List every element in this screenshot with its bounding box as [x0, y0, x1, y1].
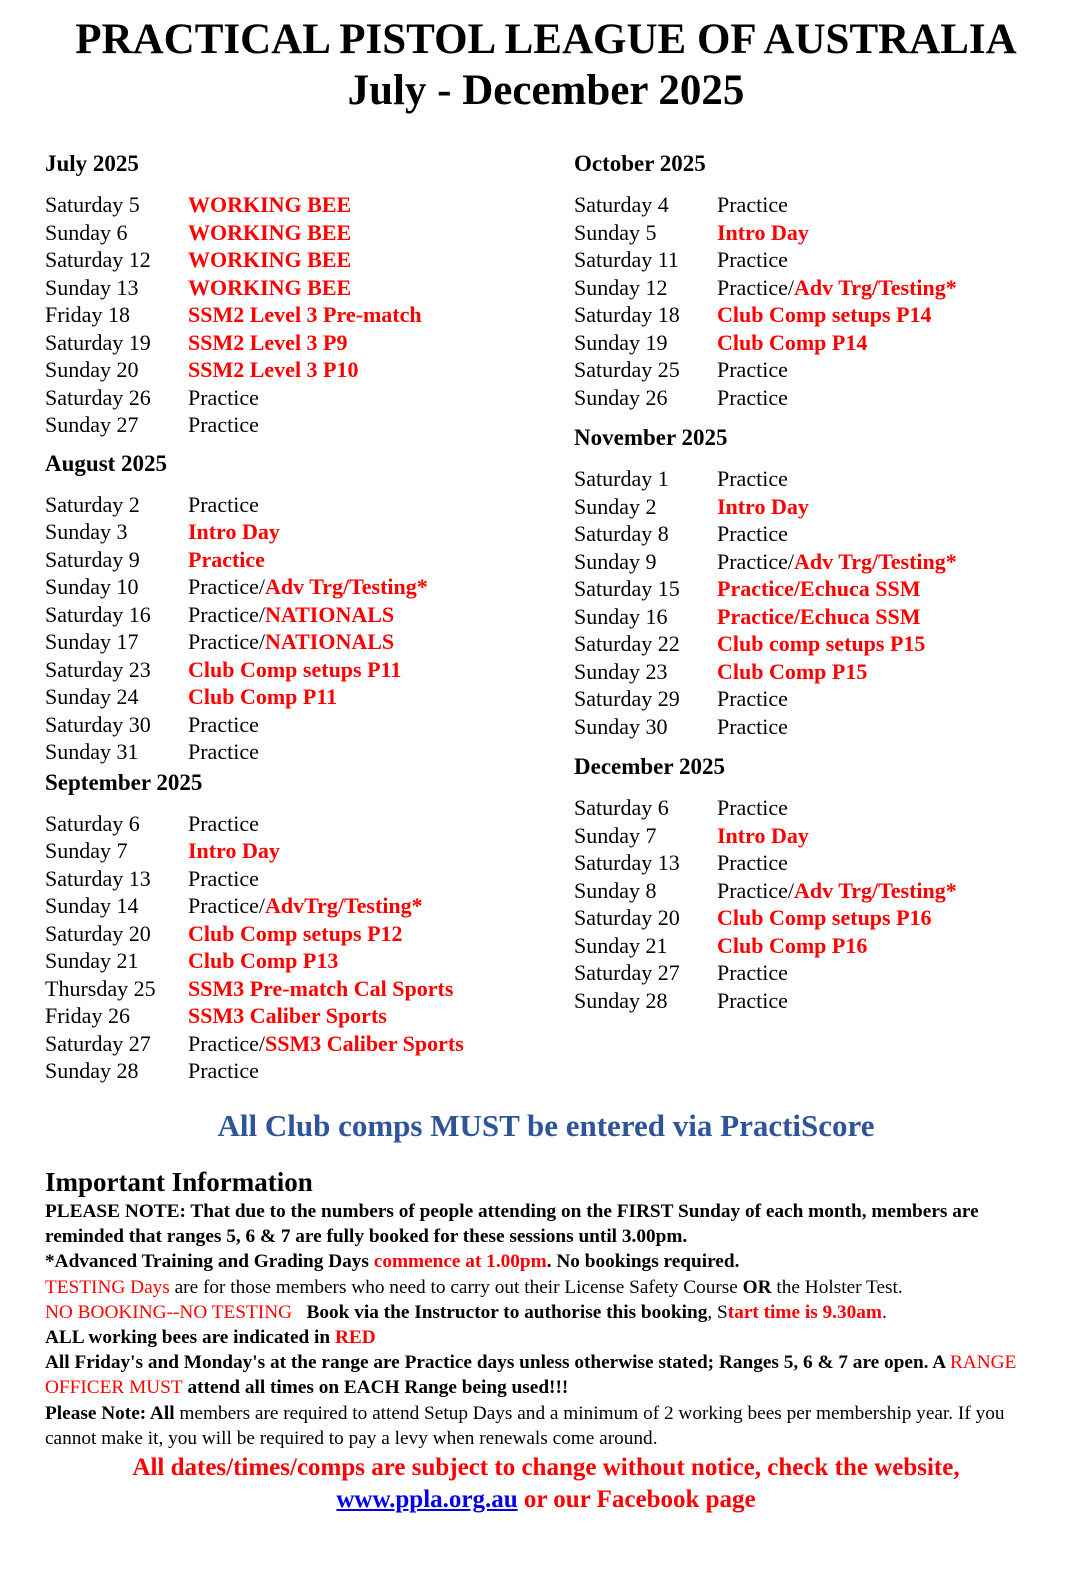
schedule-row	[45, 628, 545, 656]
important-information-heading: Important Information	[45, 1167, 313, 1197]
month-section	[574, 424, 1074, 740]
schedule-day: Sunday 23	[574, 658, 668, 684]
schedule-row	[574, 794, 1074, 822]
event-text: Practice	[717, 713, 788, 739]
schedule-event	[717, 493, 809, 521]
event-text: Practice/	[188, 1030, 265, 1056]
event-text: Practice	[717, 466, 788, 491]
schedule-event	[188, 683, 337, 711]
schedule-event	[188, 947, 338, 975]
schedule-row	[574, 493, 1074, 521]
schedule-row	[45, 301, 545, 329]
schedule-event	[188, 920, 403, 948]
event-text: Practice	[188, 865, 259, 891]
schedule-event	[717, 685, 788, 713]
schedule-row	[45, 810, 545, 838]
schedule-row	[45, 865, 545, 893]
event-text: Practice/	[188, 629, 265, 654]
schedule-day: Sunday 6	[45, 219, 128, 245]
event-highlight: Adv Trg/Testing*	[264, 574, 428, 599]
event-text: Practice/	[188, 574, 265, 599]
schedule-day: Saturday 1	[574, 466, 669, 491]
schedule-event	[188, 810, 259, 838]
schedule-row	[45, 274, 545, 302]
event-highlight: Intro Day	[188, 838, 280, 863]
schedule-day: Sunday 3	[45, 519, 128, 544]
schedule-row	[45, 601, 545, 629]
schedule-day: Saturday 8	[574, 521, 669, 546]
range-officer-text: RANGE OFFICER MUST	[45, 1352, 1017, 1399]
adv-text-end: . No bookings required.	[546, 1251, 740, 1273]
schedule-day: Sunday 27	[45, 412, 139, 437]
event-highlight: Club comp setups P15	[717, 631, 926, 656]
schedule-event	[188, 246, 351, 274]
month-heading: October 2025	[574, 151, 706, 176]
schedule-event	[717, 849, 788, 877]
event-highlight: Club Comp P15	[717, 658, 868, 684]
schedule-row	[574, 465, 1074, 493]
schedule-row	[45, 892, 545, 920]
schedule-event	[717, 274, 957, 302]
schedule-event	[188, 546, 265, 574]
working-bees-text: ALL working bees are indicated in	[45, 1327, 335, 1349]
month-section	[45, 150, 545, 439]
schedule-row	[45, 656, 545, 684]
schedule-row	[574, 685, 1074, 713]
month-heading: September 2025	[45, 769, 203, 795]
schedule-event	[188, 518, 280, 546]
schedule-event	[188, 1002, 387, 1030]
schedule-event	[188, 356, 359, 384]
schedule-row	[574, 191, 1074, 219]
testing-days-label: TESTING Days	[45, 1276, 170, 1298]
event-highlight: WORKING BEE	[188, 247, 352, 272]
footer-links-line	[0, 1484, 1092, 1516]
schedule-row	[574, 329, 1074, 357]
schedule-event	[188, 301, 422, 329]
event-highlight: SSM2 Level 3 P9	[188, 329, 348, 355]
event-text: Practice/	[188, 893, 265, 918]
event-highlight: Club Comp P11	[188, 684, 338, 709]
testing-days-end: the Holster Test.	[771, 1276, 903, 1298]
setup-days-note	[45, 1401, 1045, 1451]
schedule-day: Sunday 17	[45, 629, 139, 654]
schedule-event	[188, 384, 259, 412]
working-bees-red: RED	[334, 1327, 376, 1349]
schedule-event	[188, 191, 351, 219]
schedule-event	[188, 892, 423, 920]
schedule-day: Saturday 26	[45, 384, 151, 410]
schedule-day: Sunday 30	[574, 713, 668, 739]
schedule-event	[717, 932, 867, 960]
website-link[interactable]: www.ppla.org.au	[336, 1486, 518, 1513]
left-schedule-column	[45, 150, 545, 1096]
event-text: Practice/	[717, 877, 794, 903]
event-text: Practice/	[717, 548, 794, 574]
schedule-day: Saturday 27	[574, 960, 680, 985]
month-heading: July 2025	[45, 151, 139, 176]
event-highlight: Practice	[188, 546, 265, 572]
event-highlight: WORKING BEE	[188, 219, 352, 245]
event-highlight: Club Comp setups P12	[188, 920, 403, 946]
event-highlight: SSM2 Level 3 Pre-match	[188, 302, 422, 327]
schedule-event	[188, 329, 348, 357]
schedule-event	[188, 1057, 259, 1085]
event-highlight: WORKING BEE	[188, 192, 352, 217]
schedule-row	[574, 713, 1074, 741]
schedule-event	[717, 329, 867, 357]
event-highlight: Club Comp setups P16	[717, 905, 932, 930]
schedule-row	[45, 573, 545, 601]
schedule-row	[45, 683, 545, 711]
event-highlight: Intro Day	[717, 822, 809, 848]
event-text: Practice	[717, 987, 788, 1013]
working-bees-note	[45, 1325, 1045, 1350]
schedule-row	[574, 548, 1074, 576]
schedule-row	[574, 301, 1074, 329]
schedule-day: Sunday 20	[45, 357, 139, 382]
event-highlight: Club Comp setups P11	[188, 656, 402, 682]
advanced-training-note	[45, 1249, 1045, 1274]
schedule-row	[45, 837, 545, 865]
event-highlight: Club Comp P16	[717, 932, 868, 958]
event-text: Practice	[188, 412, 259, 437]
event-highlight: Intro Day	[188, 519, 280, 544]
adv-text: *Advanced Training and Grading Days	[45, 1251, 374, 1273]
facebook-text: or our Facebook page	[517, 1486, 756, 1513]
schedule-day: Saturday 30	[45, 711, 151, 737]
schedule-day: Sunday 21	[574, 932, 668, 958]
schedule-row	[574, 932, 1074, 960]
schedule-event	[717, 794, 788, 822]
schedule-event	[188, 219, 351, 247]
schedule-row	[574, 822, 1074, 850]
event-text: Practice/	[188, 601, 265, 627]
schedule-event	[717, 904, 932, 932]
schedule-day: Sunday 13	[45, 274, 139, 300]
adv-time: commence at 1.00pm	[373, 1251, 547, 1273]
schedule-row	[45, 1057, 545, 1085]
schedule-row	[574, 246, 1074, 274]
schedule-event	[717, 959, 788, 987]
event-text: Practice	[717, 521, 788, 546]
schedule-row	[574, 987, 1074, 1015]
schedule-day: Saturday 15	[574, 576, 680, 601]
schedule-event	[717, 603, 920, 631]
event-highlight: WORKING BEE	[188, 274, 352, 300]
schedule-day: Saturday 13	[45, 865, 151, 891]
schedule-event	[188, 711, 259, 739]
schedule-event	[717, 219, 809, 247]
schedule-row	[45, 191, 545, 219]
schedule-event	[717, 548, 957, 576]
schedule-day: Saturday 4	[574, 192, 669, 217]
schedule-row	[45, 246, 545, 274]
schedule-row	[574, 658, 1074, 686]
schedule-day: Sunday 7	[45, 838, 128, 863]
event-highlight: Adv Trg/Testing*	[793, 877, 957, 903]
schedule-day: Sunday 26	[574, 384, 668, 410]
schedule-event	[717, 520, 788, 548]
schedule-event	[188, 573, 428, 601]
schedule-event	[717, 465, 788, 493]
event-highlight: NATIONALS	[264, 629, 395, 654]
important-information	[45, 1199, 1045, 1451]
schedule-event	[188, 628, 394, 656]
schedule-row	[45, 546, 545, 574]
schedule-row	[45, 711, 545, 739]
schedule-row	[45, 947, 545, 975]
friday-text: All Friday's and Monday's at the range are Practice days unless otherwise stated; Ranges 5, 6 & 7 are open. A	[45, 1352, 950, 1374]
event-text: Practice	[717, 192, 788, 217]
month-heading: August 2025	[45, 450, 168, 476]
schedule-event	[717, 356, 788, 384]
month-heading: December 2025	[574, 754, 725, 779]
event-text: Practice	[188, 739, 259, 764]
schedule-row	[574, 877, 1074, 905]
event-highlight: Club Comp P13	[188, 948, 339, 973]
month-section	[45, 769, 545, 1085]
event-highlight: SSM3 Caliber Sports	[264, 1030, 464, 1056]
schedule-day: Friday 18	[45, 302, 130, 327]
schedule-day: Saturday 6	[45, 810, 140, 836]
event-highlight: Adv Trg/Testing*	[793, 274, 957, 300]
month-heading: November 2025	[574, 425, 728, 450]
schedule-event	[188, 975, 453, 1003]
schedule-day: Saturday 19	[45, 329, 151, 355]
schedule-event	[717, 301, 932, 329]
schedule-event	[188, 656, 401, 684]
event-highlight: Club Comp P14	[717, 329, 868, 355]
event-text: Practice	[188, 1058, 259, 1083]
schedule-day: Sunday 10	[45, 574, 139, 599]
schedule-event	[717, 987, 788, 1015]
schedule-row	[574, 904, 1074, 932]
schedule-day: Saturday 5	[45, 192, 140, 217]
schedule-event	[717, 575, 920, 603]
schedule-day: Sunday 28	[45, 1058, 139, 1083]
schedule-row	[45, 219, 545, 247]
event-highlight: Intro Day	[717, 219, 809, 245]
event-highlight: Adv Trg/Testing*	[793, 548, 957, 574]
event-text: Practice	[717, 384, 788, 410]
schedule-day: Sunday 14	[45, 893, 139, 918]
schedule-row	[574, 959, 1074, 987]
event-text: Practice	[717, 686, 788, 711]
event-highlight: Practice/Echuca SSM	[717, 603, 921, 629]
no-booking-end: .	[881, 1301, 887, 1323]
schedule-day: Saturday 20	[574, 905, 680, 930]
schedule-row	[45, 356, 545, 384]
schedule-event	[188, 274, 351, 302]
event-highlight: SSM3 Pre-match Cal Sports	[188, 975, 454, 1001]
schedule-day: Sunday 9	[574, 548, 657, 574]
schedule-day: Sunday 19	[574, 329, 668, 355]
schedule-event	[717, 384, 788, 412]
schedule-event	[188, 837, 280, 865]
schedule-row	[45, 920, 545, 948]
please-note-label: Please Note: All	[45, 1402, 175, 1424]
schedule-row	[574, 219, 1074, 247]
schedule-row	[45, 1030, 545, 1058]
testing-days-text: are for those members who need to carry out their License Safety Course	[169, 1276, 743, 1298]
first-sunday-note: PLEASE NOTE: That due to the numbers of people attending on the FIRST Sunday of each month, members are reminded that ranges 5, 6 & 7 are fully booked for these sessions until 3.00pm.	[45, 1201, 979, 1248]
event-text: Practice	[188, 384, 259, 410]
schedule-row	[574, 630, 1074, 658]
schedule-day: Sunday 24	[45, 684, 139, 709]
schedule-event	[188, 411, 259, 439]
no-booking-label: NO BOOKING--NO TESTING	[45, 1301, 293, 1323]
schedule-day: Sunday 5	[574, 219, 657, 245]
schedule-row	[574, 849, 1074, 877]
schedule-day: Friday 26	[45, 1003, 130, 1028]
start-time: tart time is 9.30am	[727, 1301, 882, 1323]
schedule-day: Sunday 31	[45, 739, 139, 764]
schedule-row	[45, 1002, 545, 1030]
book-instructor-text: Book via the Instructor to authorise this booking	[306, 1301, 708, 1323]
schedule-day: Saturday 29	[574, 686, 680, 711]
event-highlight: AdvTrg/Testing*	[264, 893, 423, 918]
month-section	[45, 450, 545, 766]
no-booking-note	[45, 1300, 1045, 1325]
month-section	[574, 753, 1074, 1014]
right-schedule-column	[574, 150, 1074, 1027]
schedule-day: Sunday 16	[574, 603, 668, 629]
schedule-row	[574, 356, 1074, 384]
schedule-day: Saturday 22	[574, 631, 680, 656]
friday-monday-note	[45, 1350, 1045, 1400]
schedule-day: Sunday 21	[45, 948, 139, 973]
schedule-row	[45, 975, 545, 1003]
event-highlight: NATIONALS	[264, 601, 395, 627]
schedule-day: Saturday 23	[45, 656, 151, 682]
schedule-row	[574, 520, 1074, 548]
schedule-day: Saturday 13	[574, 850, 680, 875]
footer-change-notice: All dates/times/comps are subject to change without notice, check the website,	[132, 1454, 960, 1481]
schedule-event	[717, 713, 788, 741]
schedule-day: Sunday 12	[574, 274, 668, 300]
event-text: Practice	[717, 960, 788, 985]
event-text: Practice	[717, 795, 788, 820]
schedule-row	[45, 329, 545, 357]
testing-days-note	[45, 1275, 1045, 1300]
schedule-event	[188, 865, 259, 893]
no-booking-sep: , S	[707, 1301, 728, 1323]
schedule-day: Sunday 7	[574, 822, 657, 848]
event-text: Practice	[188, 810, 259, 836]
schedule-day: Saturday 16	[45, 601, 151, 627]
schedule-event	[188, 601, 394, 629]
month-section	[574, 150, 1074, 411]
schedule-day: Saturday 12	[45, 247, 151, 272]
event-highlight: Practice/Echuca SSM	[717, 576, 921, 601]
event-text: Practice	[717, 850, 788, 875]
page-title: PRACTICAL PISTOL LEAGUE OF AUSTRALIA	[75, 16, 1017, 63]
page-subtitle: July - December 2025	[347, 67, 745, 114]
event-text: Practice	[717, 357, 788, 382]
schedule-row	[45, 491, 545, 519]
event-text: Practice	[188, 711, 259, 737]
schedule-event	[188, 491, 259, 519]
schedule-event	[717, 877, 957, 905]
schedule-row	[45, 384, 545, 412]
schedule-day: Saturday 11	[574, 247, 679, 272]
schedule-row	[45, 738, 545, 766]
schedule-day: Saturday 25	[574, 357, 680, 382]
event-highlight: Club Comp setups P14	[717, 302, 932, 327]
testing-or: OR	[742, 1276, 772, 1298]
schedule-event	[717, 246, 788, 274]
schedule-event	[717, 822, 809, 850]
event-text: Practice	[717, 247, 788, 272]
schedule-row	[574, 274, 1074, 302]
schedule-event	[188, 1030, 464, 1058]
schedule-event	[717, 191, 788, 219]
event-text: Practice/	[717, 274, 794, 300]
schedule-day: Saturday 18	[574, 302, 680, 327]
schedule-day: Sunday 28	[574, 987, 668, 1013]
schedule-day: Saturday 20	[45, 920, 151, 946]
event-text: Practice	[188, 491, 259, 517]
schedule-event	[717, 630, 925, 658]
event-highlight: SSM3 Caliber Sports	[188, 1003, 387, 1028]
event-highlight: SSM2 Level 3 P10	[188, 357, 359, 382]
schedule-day: Sunday 8	[574, 877, 657, 903]
schedule-row	[45, 411, 545, 439]
practiscore-banner: All Club comps MUST be entered via PractiScore	[217, 1108, 875, 1143]
schedule-row	[574, 603, 1074, 631]
schedule-event	[188, 738, 259, 766]
schedule-row	[45, 518, 545, 546]
schedule-day: Sunday 2	[574, 493, 657, 519]
schedule-day: Saturday 27	[45, 1030, 151, 1056]
schedule-event	[717, 658, 867, 686]
friday-end: attend all times on EACH Range being used!!!	[182, 1377, 569, 1399]
setup-days-text: members are required to attend Setup Days and a minimum of 2 working bees per membership year. If you cannot make it, you will be required to pay a levy when renewals come around.	[45, 1402, 1005, 1449]
event-highlight: Intro Day	[717, 493, 809, 519]
schedule-row	[574, 575, 1074, 603]
schedule-day: Thursday 25	[45, 975, 156, 1001]
schedule-row	[574, 384, 1074, 412]
schedule-day: Saturday 2	[45, 491, 140, 517]
schedule-day: Saturday 9	[45, 546, 140, 572]
schedule-day: Saturday 6	[574, 795, 669, 820]
footer	[0, 1452, 1092, 1516]
